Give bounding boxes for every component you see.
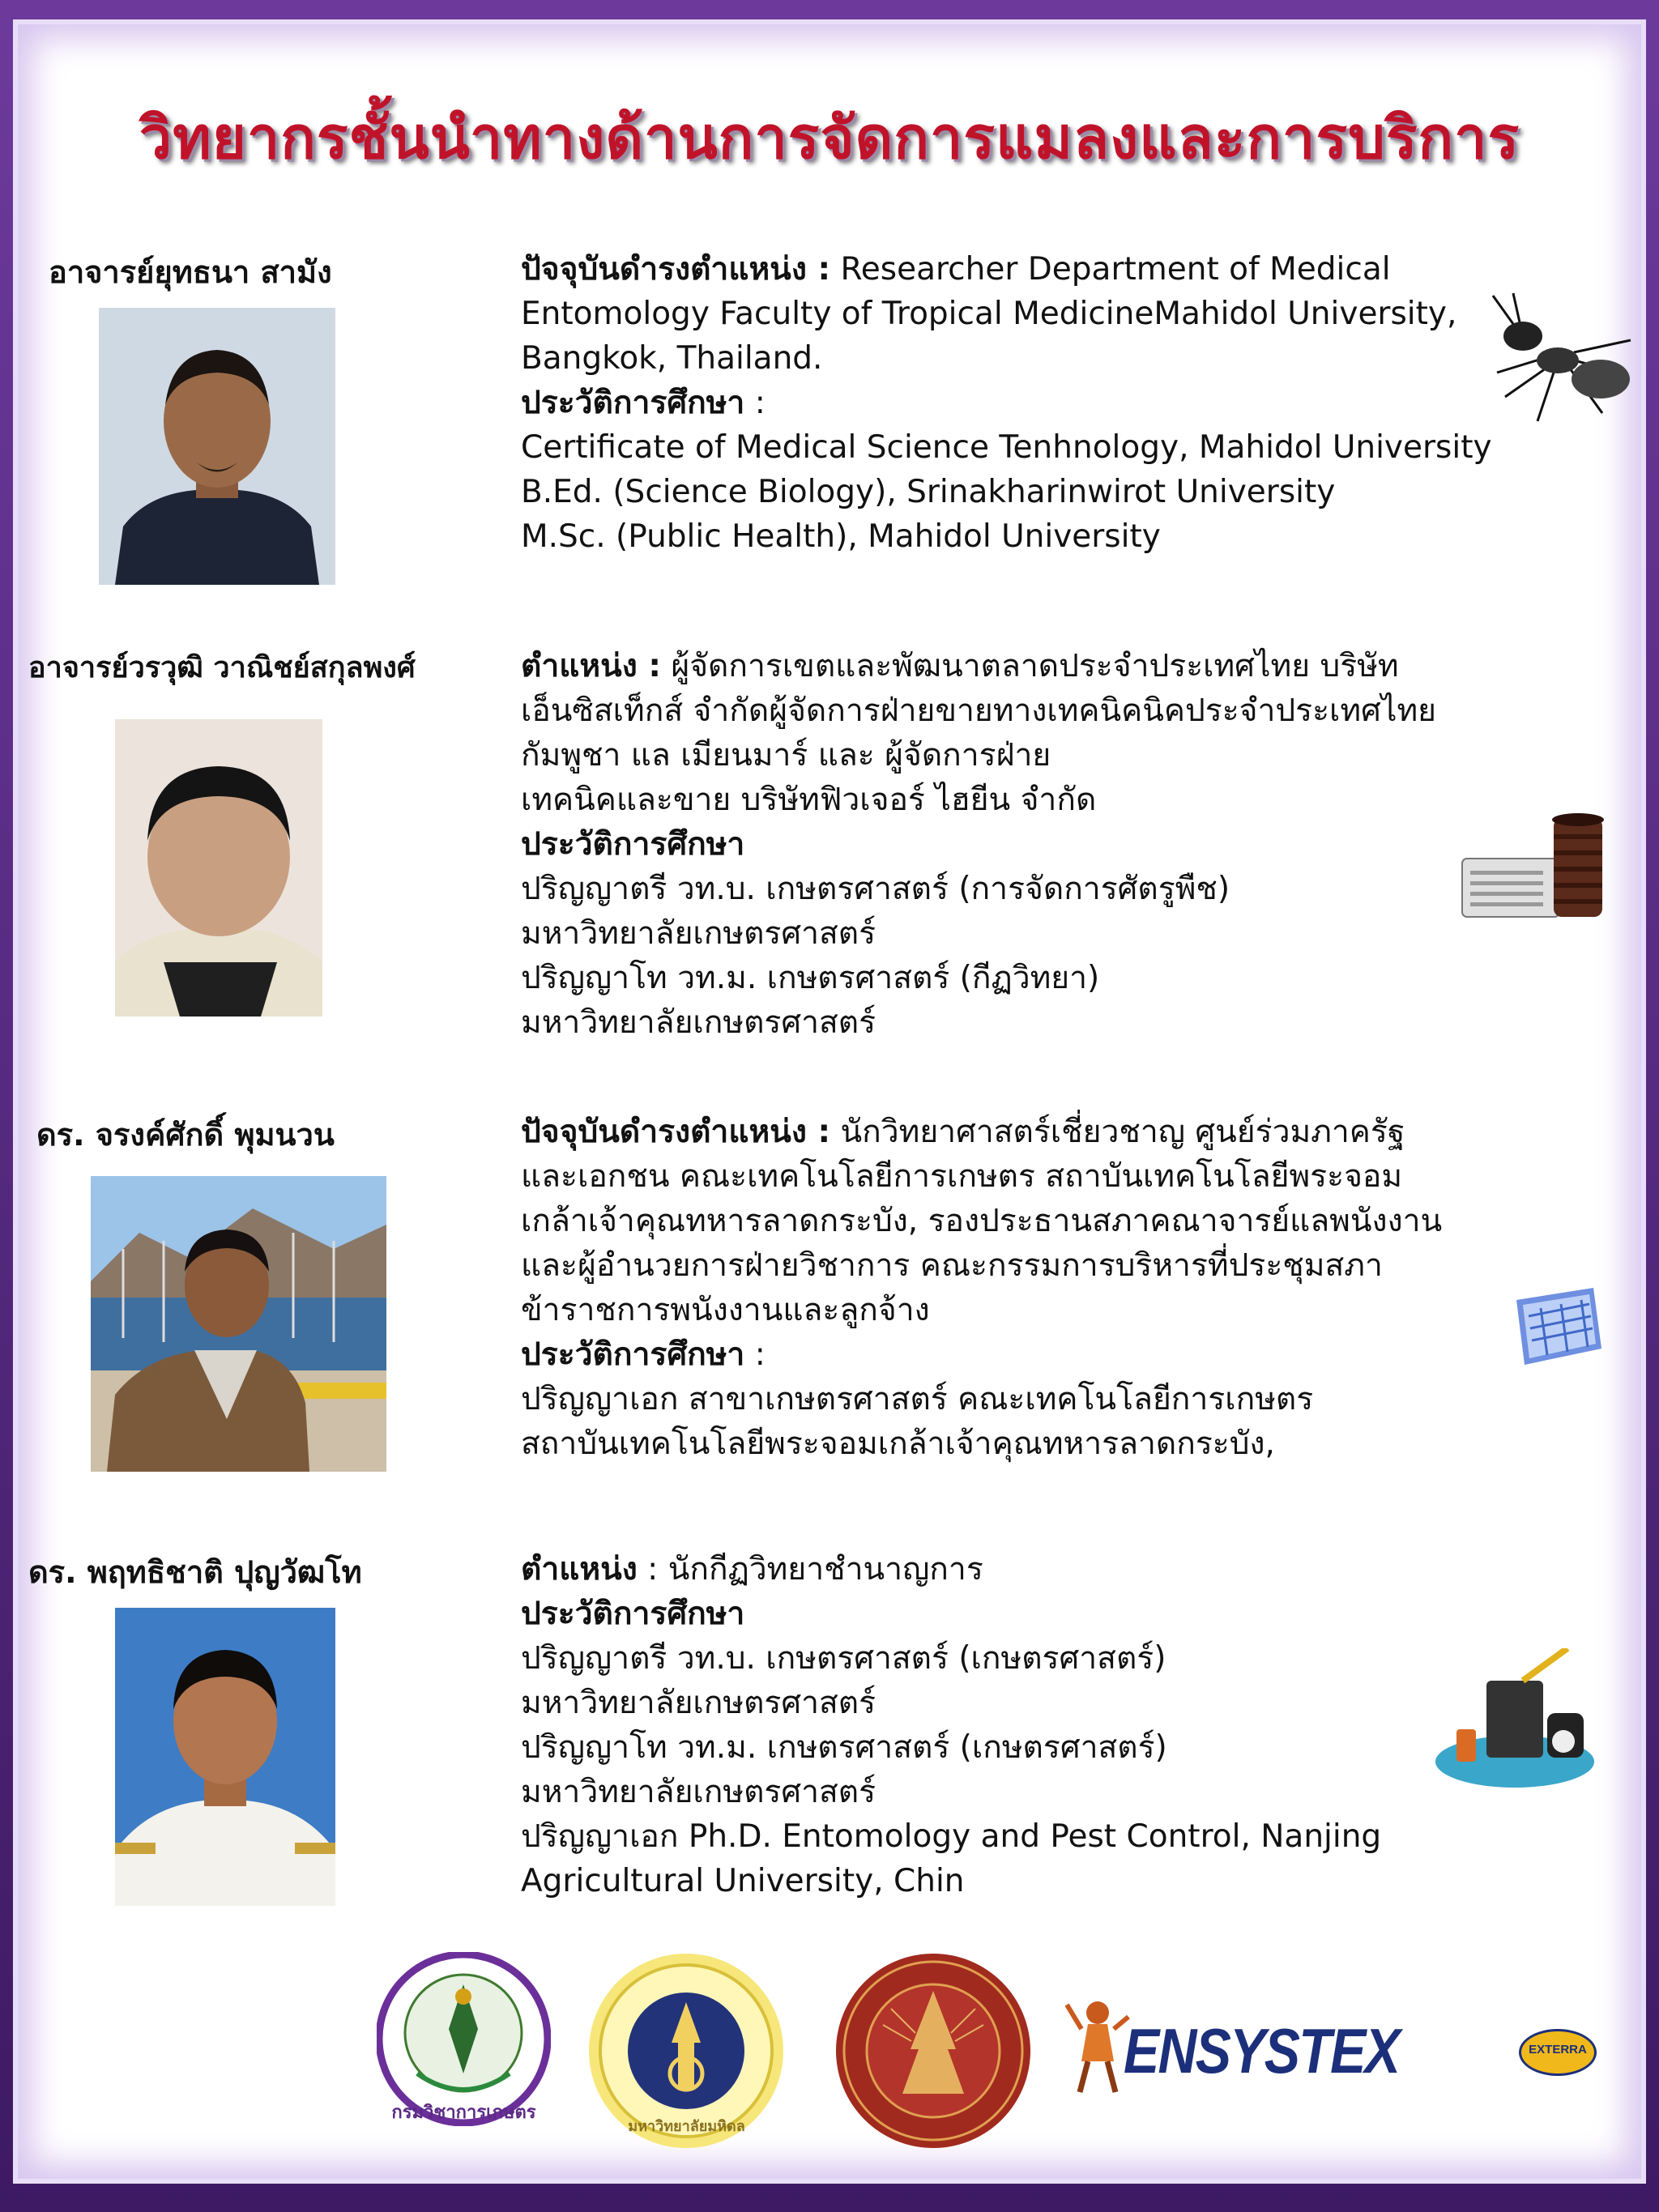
kmitl-seal-logo bbox=[834, 1952, 1033, 2154]
detail-label: ประวัติการศึกษา bbox=[521, 826, 745, 863]
detail-line bbox=[521, 1592, 1381, 1636]
ensystex-logo bbox=[1065, 1997, 1587, 2097]
detail-line bbox=[521, 1288, 1442, 1332]
trap-device-icon bbox=[1508, 1284, 1606, 1372]
detail-text: และเอกชน คณะเทคโนโลยีการเกษตร สถาบันเทคโนโลยีพระจอม bbox=[521, 1158, 1403, 1195]
ant-icon bbox=[1481, 292, 1635, 441]
doa-logo bbox=[377, 1952, 551, 2129]
detail-text: M.Sc. (Public Health), Mahidol University bbox=[521, 518, 1161, 555]
speaker-details bbox=[521, 1547, 1381, 1903]
detail-text: เอ็นซิสเท็กส์ จำกัดผู้จัดการฝ่ายขายทางเทคนิคนิคประจำประเทศไทย bbox=[521, 693, 1437, 729]
detail-line bbox=[521, 1636, 1381, 1681]
exterra-badge bbox=[1519, 2029, 1597, 2076]
detail-line bbox=[521, 1547, 1381, 1592]
detail-text: สถาบันเทคโนโลยีพระจอมเกล้าเจ้าคุณทหารลาดกระบัง, bbox=[521, 1426, 1275, 1462]
detail-text: ข้าราชการพนังงานและลูกจ้าง bbox=[521, 1292, 930, 1328]
detail-line bbox=[521, 956, 1436, 1000]
detail-text: Researcher Department of Medical bbox=[830, 251, 1391, 288]
detail-text: เกล้าเจ้าคุณทหารลาดกระบัง, รองประธานสภาคณาจารย์แลพนังงาน bbox=[521, 1203, 1443, 1239]
detail-label: ประวัติการศึกษา bbox=[521, 1596, 745, 1632]
detail-text: B.Ed. (Science Biology), Srinakharinwirot University bbox=[521, 474, 1336, 510]
detail-label: ตำแหน่ง bbox=[521, 1551, 638, 1588]
detail-text: : นักกีฏวิทยาชำนาญการ bbox=[637, 1551, 983, 1588]
detail-line bbox=[521, 1243, 1442, 1288]
detail-line bbox=[521, 514, 1492, 559]
detail-line bbox=[521, 381, 1492, 425]
detail-text: นักวิทยาศาสตร์เชี่ยวชาญ ศูนย์ร่วมภาครัฐ bbox=[830, 1114, 1405, 1150]
detail-line bbox=[521, 1725, 1381, 1770]
detail-line bbox=[521, 292, 1492, 336]
sprayer-equipment-icon bbox=[1434, 1648, 1596, 1793]
speaker-details bbox=[521, 1110, 1442, 1466]
speaker-name: อาจารย์ยุทธนา สามัง bbox=[49, 254, 332, 290]
detail-line bbox=[521, 911, 1436, 956]
detail-line bbox=[521, 336, 1492, 381]
detail-text: เทคนิคและขาย บริษัทฟิวเจอร์ ไฮยีน จำกัด bbox=[521, 782, 1097, 818]
detail-text: ปริญญาตรี วท.บ. เกษตรศาสตร์ (การจัดการศัตรูพืช) bbox=[521, 871, 1230, 907]
detail-text: และผู้อำนวยการฝ่ายวิชาการ คณะกรรมการบริหารที่ประชุมสภา bbox=[521, 1247, 1383, 1284]
detail-text: Certificate of Medical Science Tenhnology, Mahidol University bbox=[521, 429, 1492, 466]
speaker-photo bbox=[115, 1608, 335, 1906]
detail-line bbox=[521, 733, 1436, 778]
detail-text: มหาวิทยาลัยเกษตรศาสตร์ bbox=[521, 1004, 876, 1041]
detail-text: Agricultural University, Chin bbox=[521, 1863, 965, 1899]
detail-line bbox=[521, 1332, 1442, 1377]
detail-line bbox=[521, 1421, 1442, 1466]
detail-text: ผู้จัดการเขตและพัฒนาตลาดประจำประเทศไทย บริษัท bbox=[660, 648, 1399, 684]
speaker-details bbox=[521, 644, 1436, 1045]
speaker-photo bbox=[91, 1176, 386, 1472]
detail-line bbox=[521, 1154, 1442, 1199]
mahidol-university-logo bbox=[587, 1952, 786, 2154]
detail-line bbox=[521, 644, 1436, 688]
trap-device-icon bbox=[1458, 810, 1612, 923]
detail-text: : bbox=[744, 1336, 766, 1373]
detail-label: ปัจจุบันดำรงตำแหน่ง : bbox=[521, 251, 831, 288]
detail-text: : bbox=[744, 385, 766, 421]
detail-text: Bangkok, Thailand. bbox=[521, 340, 823, 377]
detail-text: ปริญญาเอก Ph.D. Entomology and Pest Control, Nanjing bbox=[521, 1818, 1382, 1855]
detail-line bbox=[521, 822, 1436, 867]
doa-logo-text: กรมวิชาการเกษตร bbox=[391, 2103, 536, 2123]
detail-text: ปริญญาโท วท.ม. เกษตรศาสตร์ (กีฏวิทยา) bbox=[521, 960, 1100, 996]
detail-label: ประวัติการศึกษา bbox=[521, 385, 745, 421]
detail-line bbox=[521, 1000, 1436, 1045]
detail-line bbox=[521, 1770, 1381, 1814]
detail-text: ปริญญาเอก สาขาเกษตรศาสตร์ คณะเทคโนโลยีการเกษตร bbox=[521, 1381, 1314, 1417]
detail-line bbox=[521, 1681, 1381, 1725]
detail-line bbox=[521, 1859, 1381, 1903]
speaker-name: ดร. จรงค์ศักดิ์ พุมนวน bbox=[36, 1117, 335, 1153]
detail-text: มหาวิทยาลัยเกษตรศาสตร์ bbox=[521, 1774, 876, 1810]
speaker-name: อาจารย์วรวุฒิ วาณิชย์สกุลพงศ์ bbox=[28, 651, 416, 684]
detail-line bbox=[521, 247, 1492, 292]
detail-label: ประวัติการศึกษา bbox=[521, 1336, 745, 1373]
detail-text: ปริญญาตรี วท.บ. เกษตรศาสตร์ (เกษตรศาสตร์) bbox=[521, 1640, 1166, 1677]
detail-text: มหาวิทยาลัยเกษตรศาสตร์ bbox=[521, 915, 876, 952]
detail-text: ปริญญาโท วท.ม. เกษตรศาสตร์ (เกษตรศาสตร์) bbox=[521, 1729, 1167, 1766]
speaker-details bbox=[521, 247, 1492, 559]
detail-text: มหาวิทยาลัยเกษตรศาสตร์ bbox=[521, 1685, 876, 1721]
speaker-photo bbox=[99, 308, 335, 585]
detail-line bbox=[521, 1814, 1381, 1859]
detail-line bbox=[521, 688, 1436, 733]
detail-line bbox=[521, 867, 1436, 911]
detail-line bbox=[521, 1377, 1442, 1421]
detail-line bbox=[521, 778, 1436, 822]
detail-line bbox=[521, 470, 1492, 514]
detail-line bbox=[521, 425, 1492, 470]
page-title: วิทยากรชั้นนำทางด้านการจัดการแมลงและการบริการ bbox=[139, 103, 1520, 172]
detail-text: Entomology Faculty of Tropical MedicineMahidol University, bbox=[521, 296, 1457, 332]
detail-line bbox=[521, 1110, 1442, 1154]
detail-line bbox=[521, 1199, 1442, 1243]
detail-label: ปัจจุบันดำรงตำแหน่ง : bbox=[521, 1114, 831, 1150]
mahidol-logo-text: มหาวิทยาลัยมหิดล bbox=[628, 2118, 745, 2135]
speaker-name: ดร. พฤทธิชาติ ปุญวัฒโท bbox=[28, 1554, 362, 1590]
ensystex-wordmark: ENSYSTEX bbox=[1124, 2015, 1400, 2086]
detail-label: ตำแหน่ง : bbox=[521, 648, 661, 684]
exterra-text: EXTERRA bbox=[1529, 2043, 1587, 2056]
detail-text: กัมพูชา แล เมียนมาร์ และ ผู้จัดการฝ่าย bbox=[521, 737, 1051, 774]
speaker-photo bbox=[115, 719, 322, 1016]
